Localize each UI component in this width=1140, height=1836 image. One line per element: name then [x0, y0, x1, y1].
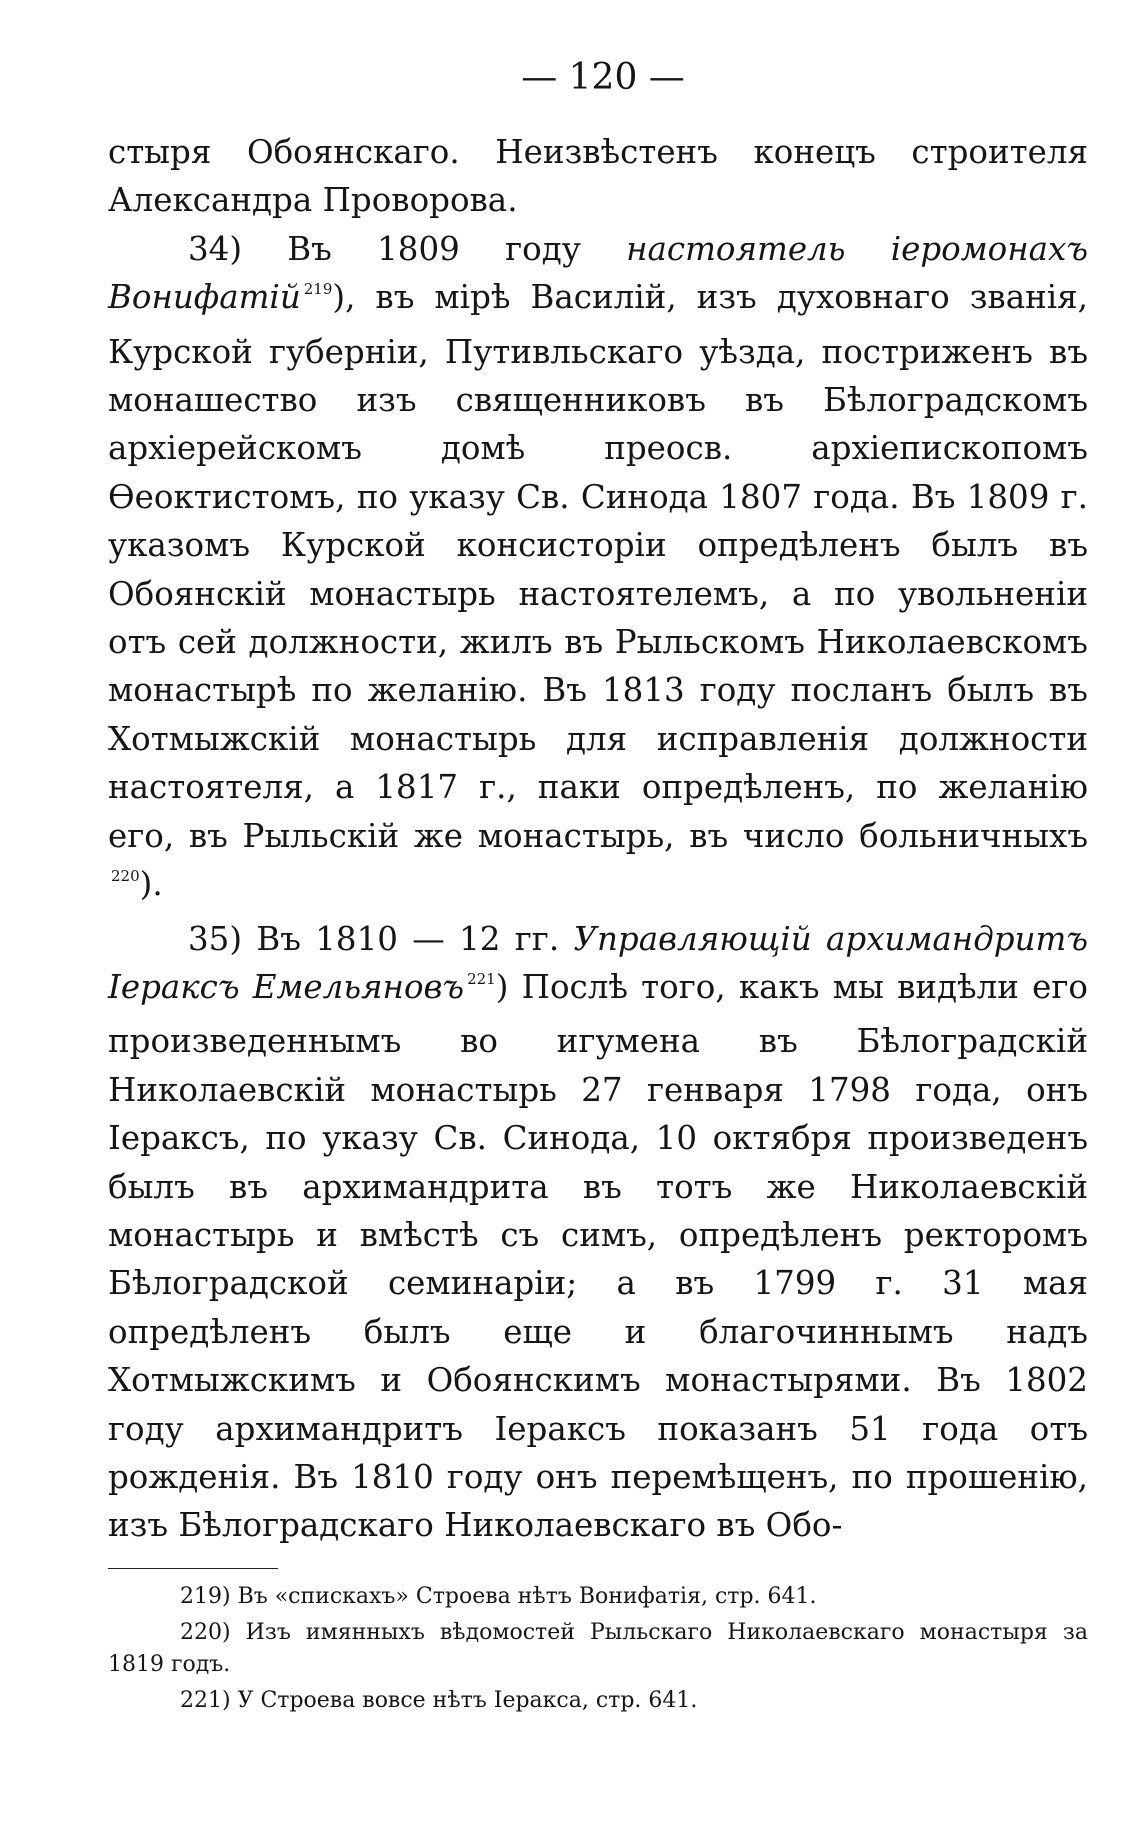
footnote-divider — [108, 1568, 278, 1569]
paragraph-34 — [108, 225, 1088, 915]
footnote-ref-220: 220 — [111, 867, 140, 886]
paragraph-35 — [108, 915, 1088, 1550]
footnote-220: 220) Изъ имянныхъ вѣдомостей Рыльскаго Николаевскаго монастыря за 1819 годъ. — [108, 1619, 1088, 1677]
footnote-219: 219) Въ «спискахъ» Строева нѣтъ Вонифатія, стр. 641. — [180, 1583, 817, 1609]
paragraph-text: 34) Въ 1809 году — [188, 229, 627, 268]
paragraph-text: 35) Въ 1810 — 12 гг. — [188, 919, 574, 958]
footnotes — [108, 1581, 1088, 1717]
italic-heading: Управляющій архимандритъ Іераксъ Емельяновъ — [108, 919, 1089, 1006]
footnote-221: 221) У Строева вовсе нѣтъ Іеракса, стр. 641. — [180, 1687, 698, 1713]
paragraph-text: ), въ мірѣ Василій, изъ духовнаго званія, Курской губерніи, Путивльскаго уѣзда, постриженъ въ монашество изъ священниковъ въ Бѣлоградскомъ архіерейскомъ домѣ преосв. архіепископомъ Ѳеоктистомъ, по указу Св. Синода 1807 года. Въ 1809 г. указомъ Курской консисторіи опредѣленъ былъ въ Обоянскій монастырь настоятелемъ, а по увольненіи отъ сей должности, жилъ въ Рыльскомъ Николаевскомъ монастырѣ по желанію. Въ 1813 году посланъ былъ въ Хотмыжскій монастырь для исправленія должности настоятеля, а 1817 г., паки опредѣленъ, по желанію его, въ Рыльскій же монастырь, въ число больничныхъ — [108, 278, 1088, 855]
footnote-ref-221: 221 — [467, 969, 496, 988]
paragraph-continuation — [108, 128, 1088, 225]
paragraph-text: ). — [139, 865, 163, 904]
main-text — [108, 128, 1088, 1550]
paragraph-text: стыря Обоянскаго. Неизвѣстенъ конецъ строителя Александра Проворова. — [108, 133, 1088, 220]
footnote-ref-219: 219 — [303, 280, 333, 299]
italic-heading: настоятель іеромонахъ Вонифатій — [108, 229, 1088, 317]
document-page — [108, 58, 1088, 1721]
paragraph-text: ) Послѣ того, какъ мы видѣли его произведеннымъ во игумена въ Бѣлоградскій Николаевскій монастырь 27 генваря 1798 года, онъ Іераксъ, по указу Св. Синода, 10 октября произведенъ былъ въ архимандрита въ тотъ же Николаевскій монастырь и вмѣстѣ съ симъ, опредѣленъ ректоромъ Бѣлоградской семинаріи; а въ 1799 г. 31 мая опредѣленъ былъ еще и благочиннымъ надъ Хотмыжскимъ и Обоянскимъ монастырями. Въ 1802 году архимандритъ Іераксъ показанъ 51 года отъ рожденія. Въ 1810 году онъ перемѣщенъ, по прошенію, изъ Бѣлоградскаго Николаевскаго въ Обо- — [108, 967, 1088, 1545]
page-number: — 120 — — [521, 57, 685, 98]
